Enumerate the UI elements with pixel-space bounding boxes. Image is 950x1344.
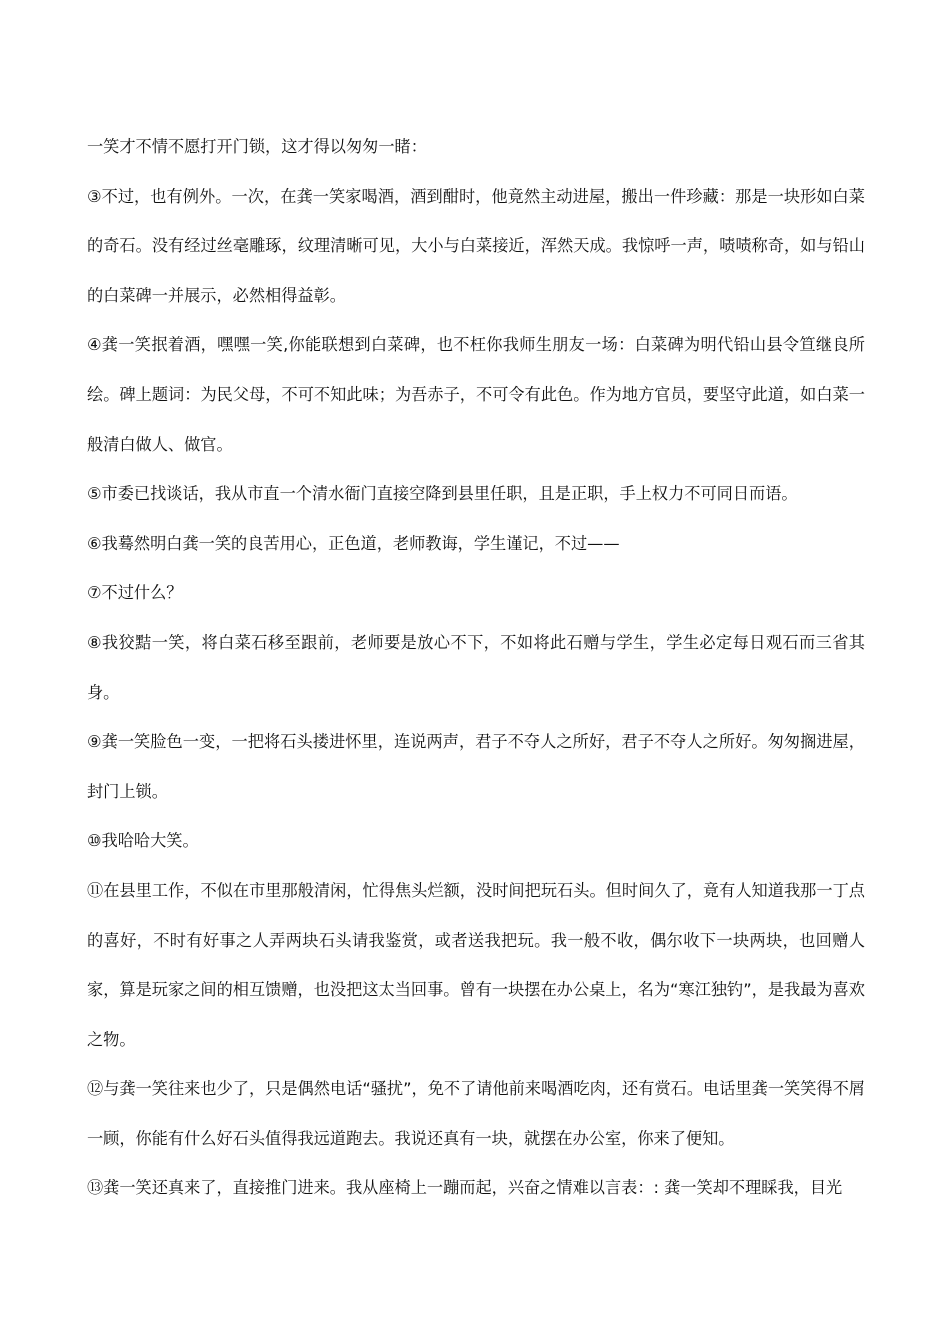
paragraph-7: ⑦不过什么？ [87, 583, 183, 603]
paragraph-11: ⑪在县里工作，不似在市里那般清闲，忙得焦头烂额，没时间把玩石头。但时间久了，竟有人知道我那一丁点的喜好，不时有好事之人弄两块石头请我鉴赏，或者送我把玩。我一般不收，偶尔收下一块两块，也回赠人家，算是玩家之间的相互馈赠，也没把这太当回事。曾有一块摆在办公桌上，名为“寒江独钓”，是我最为喜欢之物。 [87, 880, 865, 1049]
paragraph-8: ⑧我狡黠一笑，将白菜石移至跟前，老师要是放心不下，不如将此石赠与学生，学生必定每日观石而三省其身。 [87, 632, 865, 702]
article-body [87, 122, 865, 1213]
paragraph-6: ⑥我蓦然明白龚一笑的良苦用心，正色道，老师教诲，学生谨记，不过—— [87, 533, 620, 553]
paragraph-12: ⑫与龚一笑往来也少了，只是偶然电话“骚扰”，免不了请他前来喝酒吃肉，还有赏石。电话里龚一笑笑得不屑一顾，你能有什么好石头值得我远道跑去。我说还真有一块，就摆在办公室，你来了便知。 [87, 1079, 865, 1148]
paragraph-13: ⑬龚一笑还真来了，直接推门进来。我从座椅上一蹦而起，兴奋之情难以言表：: 龚一笑却不理睬我，目光 [87, 1178, 843, 1198]
paragraph-10: ⑩我哈哈大笑。 [87, 831, 199, 851]
paragraph-5: ⑤市委已找谈话，我从市直一个清水衙门直接空降到县里任职，且是正职，手上权力不可同日而语。 [87, 484, 798, 504]
paragraph-4: ④龚一笑抿着酒，嘿嘿一笑,你能联想到白菜碑，也不枉你我师生朋友一场：白菜碑为明代铅山县令笪继良所绘。碑上题词：为民父母，不可不知此味；为吾赤子，不可令有此色。作为地方官员，要坚守此道，如白菜一般清白做人、做官。 [87, 335, 865, 454]
paragraph-continuation: 一笑才不情不愿打开门锁，这才得以匆匆一睹： [87, 137, 427, 156]
paragraph-3: ③不过，也有例外。一次，在龚一笑家喝酒，酒到酣时，他竟然主动进屋，搬出一件珍藏：那是一块形如白菜的奇石。没有经过丝毫雕琢，纹理清晰可见，大小与白菜接近，浑然天成。我惊呼一声，啧啧称奇，如与铅山的白菜碑一并展示，必然相得益彰。 [87, 186, 865, 305]
paragraph-9: ⑨龚一笑脸色一变，一把将石头搂进怀里，连说两声，君子不夺人之所好，君子不夺人之所好。匆匆搁进屋，封门上锁。 [87, 732, 865, 801]
